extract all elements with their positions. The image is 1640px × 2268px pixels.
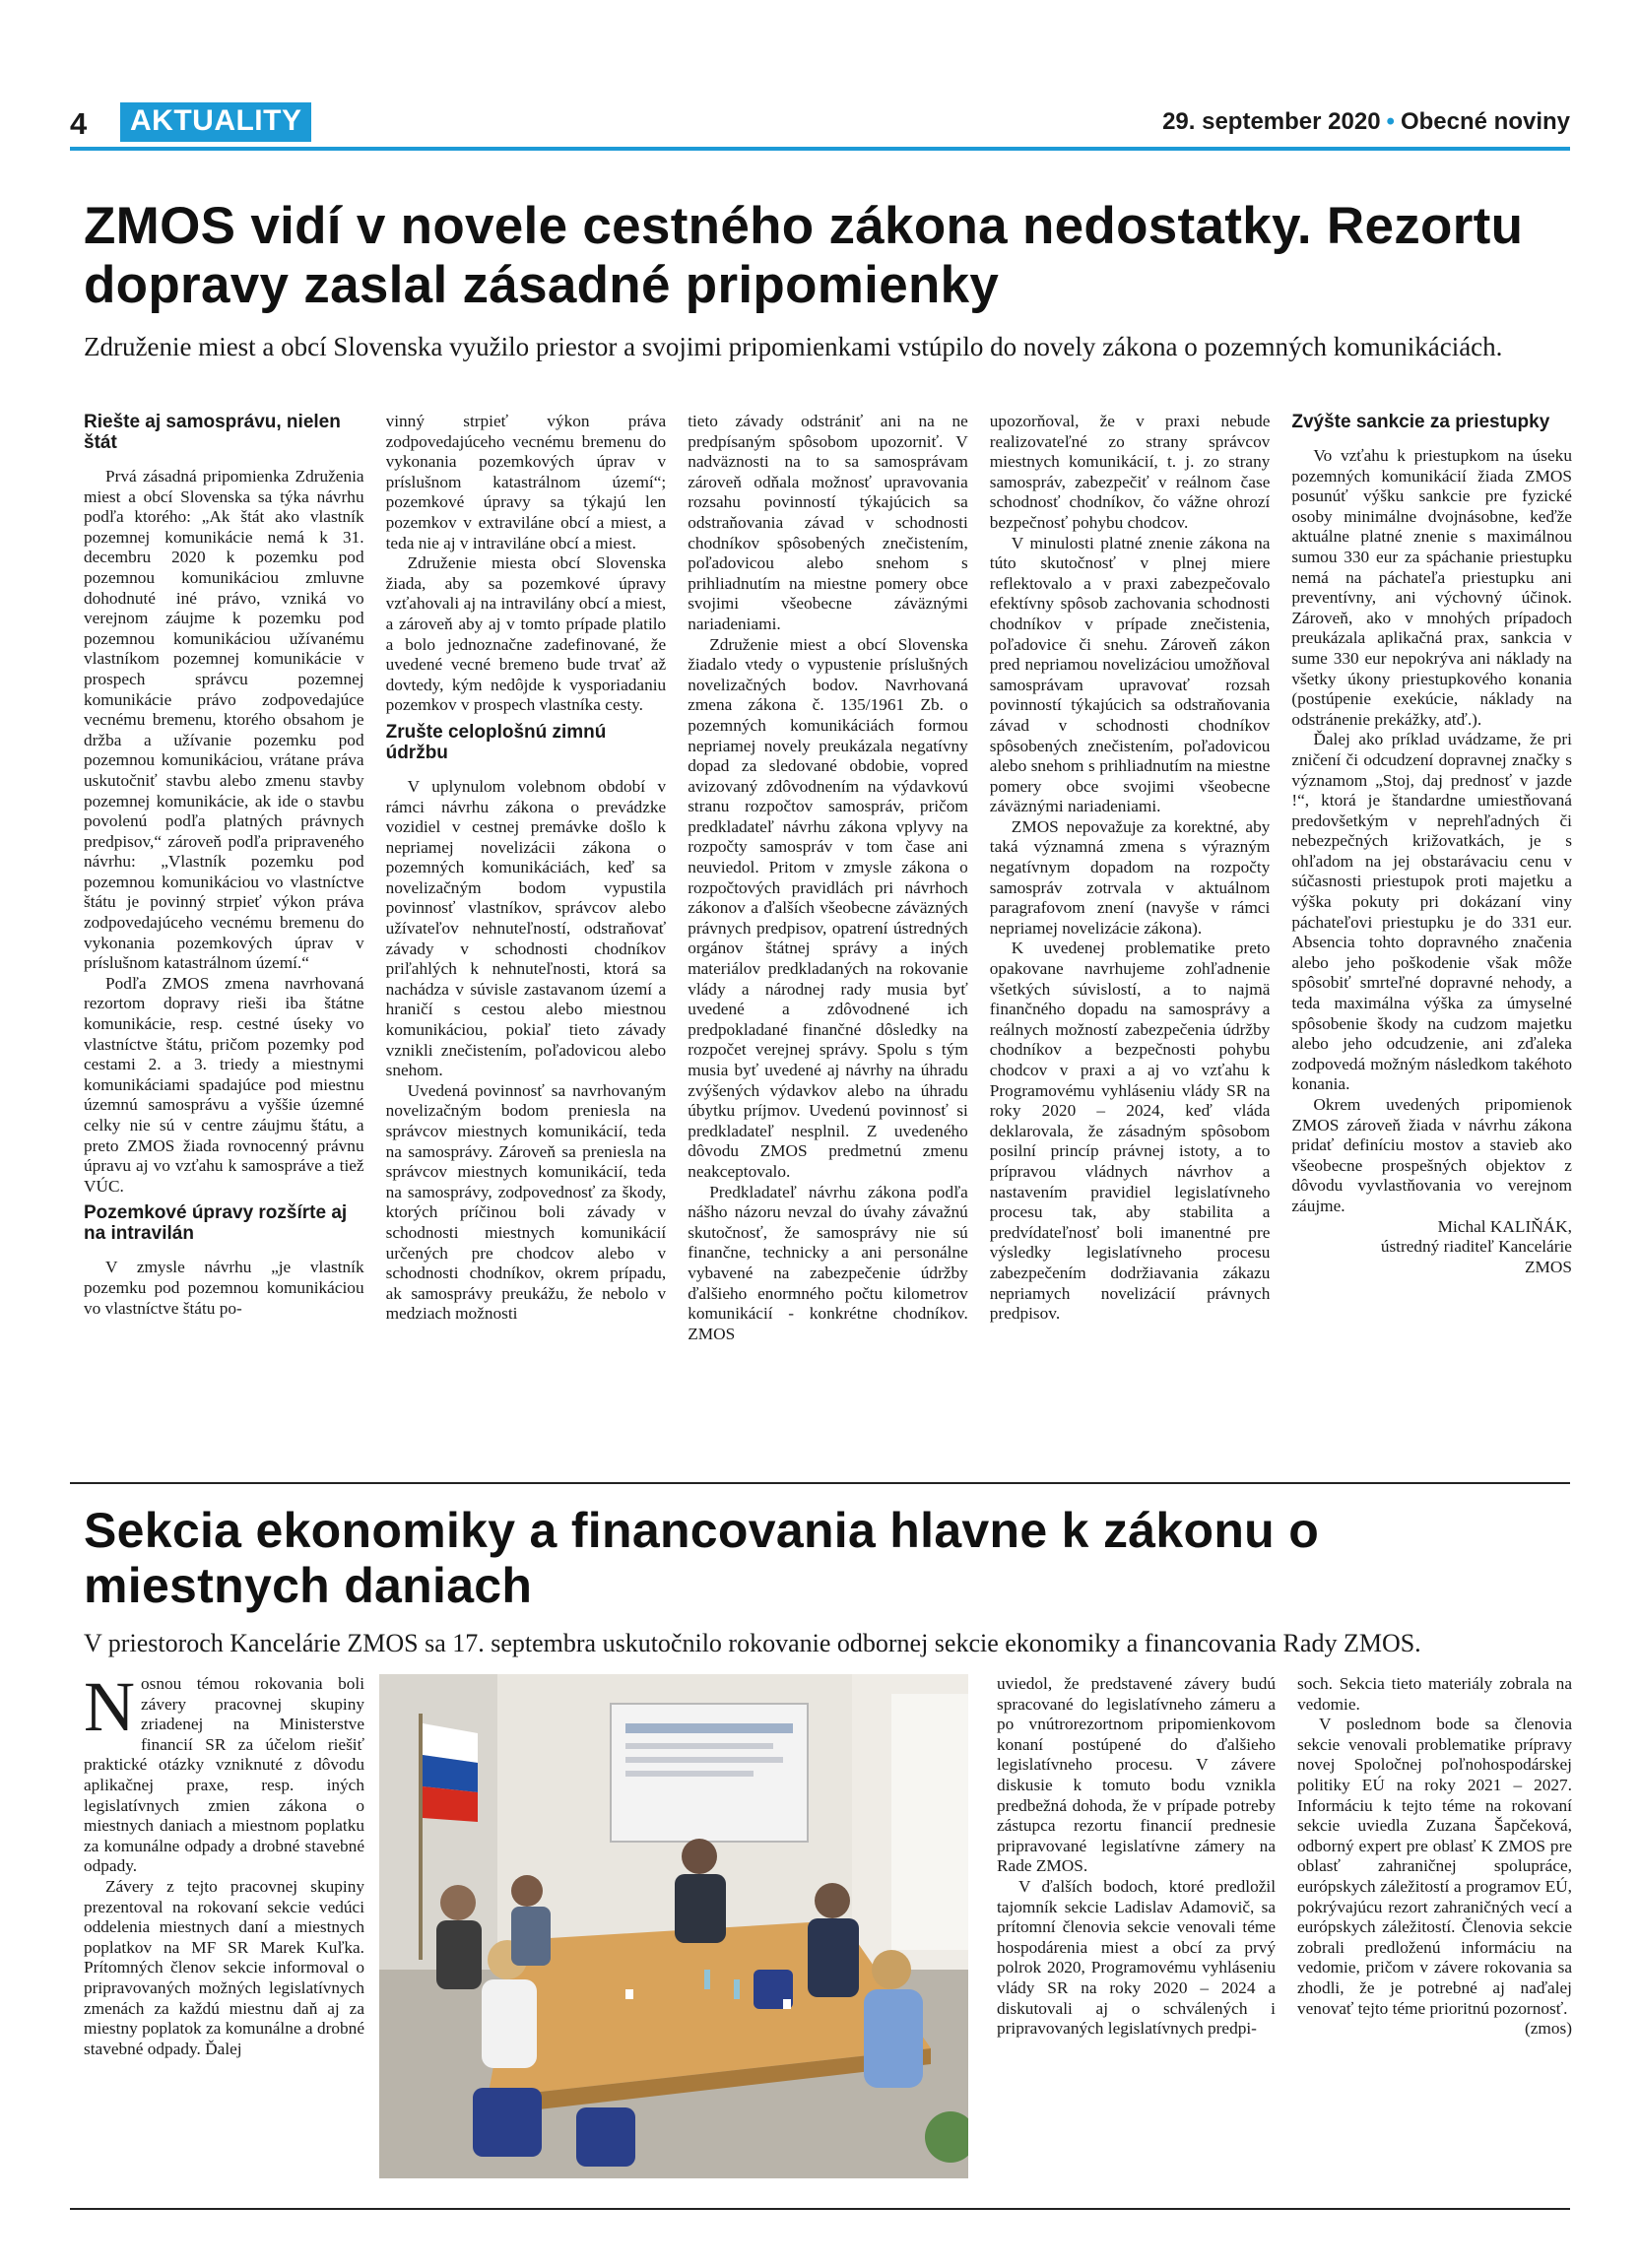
author-role: ústredný riaditeľ Kancelárie bbox=[1380, 1237, 1572, 1257]
paragraph: vinný strpieť výkon práva zodpovedajúceho vecnému bremenu do vykonania pozemkových úprav v príslušnom katastrálnom území“; pozemkové úpravy sa týkajú len pozemkov v extraviláne obcí a miest, a teda nie aj v intraviláne obcí a miest. bbox=[385, 412, 667, 552]
paragraph bbox=[84, 1674, 364, 1877]
paragraph: Združenie miesta obcí Slovenska žiada, aby sa pozemkové úpravy vzťahovali aj na intravilány obcí a miest, a zároveň aby aj v tomto prípade platilo a bolo jednoznačne zadefinované, že uvedené vecné bremeno bude trvať až dovtedy, kým nedôjde k vysporiadaniu pozemkov v prospech vlastníka cesty. bbox=[385, 553, 667, 715]
paragraph: Uvedená povinnosť sa navrhovaným novelizačným bodom preniesla na správcov miestnych komunikácií, teda na samosprávy. Zároveň sa preniesla na správcov miestnych komunikácií, teda na samosprávy, zodpovednosť za škody, ktorých príčinou boli závady v schodnosti miestnych komunikácií určených pre chodcov alebo v schodnosti chodníkov, okrem prípadu, ak samosprávy preukážu, že nebolo v medziach možnosti bbox=[385, 1080, 667, 1324]
issue-info bbox=[1162, 108, 1570, 136]
paragraph: Podľa ZMOS zmena navrhovaná rezortom dopravy rieši iba štátne komunikácie, resp. cestné úseky vo vlastníctve štátu, pričom pozemky pod cestami 2. a 3. triedy a miestnymi komunikáciami spadajúce pod miestnu územnú samosprávu a vyššie územné celky nie sú v centre záujmu štátu, a preto ZMOS žiada rovnocenný právnu úpravu aj vo vzťahu k samospráve a tiež VÚC. bbox=[84, 973, 364, 1196]
page-number: 4 bbox=[70, 106, 88, 141]
article2-column-5 bbox=[1297, 1674, 1572, 2200]
paragraph: Závery z tejto pracovnej skupiny prezentoval na rokovaní sekcie vedúci oddelenia miestnych daní a miestnych poplatkov na MF SR Marek Kuľka. Prítomných členov sekcie informoval o pripravovaných možných legislatívnych zmenách za každú miestnu daň aj za miestny poplatok za komunálne a drobné stavebné odpady. Ďalej bbox=[84, 1876, 364, 2058]
author-name: Michal KALIŇÁK, bbox=[1437, 1216, 1572, 1236]
author-org: ZMOS bbox=[1524, 1257, 1572, 1276]
article-divider bbox=[70, 1482, 1570, 1484]
subheading: Pozemkové úpravy rozšírte aj na intravilán bbox=[84, 1202, 348, 1245]
article2-column-1 bbox=[84, 1674, 364, 2200]
paragraph: soch. Sekcia tieto materiály zobrala na vedomie. bbox=[1297, 1674, 1572, 1714]
publication-name: Obecné noviny bbox=[1400, 108, 1570, 135]
paragraph: uviedol, že predstavené závery budú spracované do legislatívneho zámeru a po vnútrorezortnom pripomienkovom konaní postúpené do ďalšieho legislatívneho procesu. V závere diskusie k tomuto bodu vznikla predbežná dohoda, že v prípade potreby zástupca rezortu financií prednesie pripravované legislatívne zámery na Rade ZMOS. bbox=[997, 1674, 1276, 1876]
paragraph: upozorňoval, že v praxi nebude realizovateľné zo strany správcov miestnych komunikácií, t. j. zo strany samospráv, zabezpečiť v reálnom čase schodnosť chodníkov, čo vážne ohrozí bezpečnosť pohybu chodcov. bbox=[989, 412, 1271, 532]
article1-headline: ZMOS vidí v novele cestného zákona nedostatky. Rezortu dopravy zaslal zásadné pripomienky bbox=[84, 197, 1524, 314]
meeting-photo bbox=[379, 1674, 968, 2178]
article1-lead: Združenie miest a obcí Slovenska využilo priestor a svojimi pripomienkami vstúpilo do novely zákona o pozemných komunikáciách. bbox=[84, 332, 1503, 361]
paragraph: Okrem uvedených pripomienok ZMOS zároveň žiada v návrhu zákona pridať definíciu mostov a stavieb ako všeobecne prospešných objektov z dôvodu vyvlastňovania vo verejnom záujme. bbox=[1291, 1095, 1572, 1215]
article-source: (zmos) bbox=[1525, 2019, 1572, 2039]
article1-column-2 bbox=[386, 412, 667, 1456]
paragraph-text: osnou témou rokovania boli závery pracovnej skupiny zriadenej na Ministerstve financií SR za účelom riešiť praktické otázky vzniknuté z dôvodu aplikačnej praxe, resp. iných legislatívnych zmien zákona o miestnych daniach a miestnom poplatku za komunálne odpady a drobné stavebné odpady. bbox=[84, 1674, 364, 1876]
separator-dot: • bbox=[1386, 108, 1395, 135]
issue-date: 29. september 2020 bbox=[1162, 108, 1381, 135]
article1-column-5 bbox=[1291, 412, 1572, 1456]
section-label: AKTUALITY bbox=[120, 102, 311, 142]
article1-column-1 bbox=[84, 412, 364, 1456]
article2-headline: Sekcia ekonomiky a financovania hlavne k zákonu o miestnych daniach bbox=[84, 1503, 1320, 1613]
drop-cap: N bbox=[84, 1674, 135, 1746]
article1-column-3 bbox=[688, 412, 968, 1456]
header-rule bbox=[70, 147, 1570, 151]
article1-column-4 bbox=[990, 412, 1271, 1456]
paragraph: ZMOS nepovažuje za korektné, aby taká významná zmena s výrazným negatívnym dopadom na rozpočty samospráv zotrvala v aktuálnom paragrafovom znení (navyše v rámci nepriamej novelizácie zákona). bbox=[989, 816, 1271, 938]
article2-lead: V priestoroch Kancelárie ZMOS sa 17. septembra uskutočnilo rokovanie odbornej sekcie ekonomiky a financovania Rady ZMOS. bbox=[84, 1629, 1421, 1657]
paragraph: Združenie miest a obcí Slovenska žiadalo vtedy o vypustenie príslušných novelizačných bodov. Navrhovaná zmena zákona č. 135/1961 Zb. o pozemných komunikáciách formou nepriamej novely preukázala negatívny dopad za sledované obdobie, vopred avizovaný zdôvodnením na výdavkovú stranu rozpočtov samospráv, pričom predkladateľ návrhu zákona vplyvy na rozpočty samospráv v tom čase ani neuviedol. Pritom v zmysle zákona o rozpočtových pravidlách pri návrhoch zákonov a ďalších všeobecne záväzných právnych predpisov, opatrení ústredných orgánov štátnej správy a iných materiálov predkladaných na rokovanie vlády a národnej rady musia byť uvedené a zdôvodnené ich predpokladané finančné dôsledky na rozpočet verejnej správy. Spolu s tým musia byť uvedené aj návrhy na úhradu zvýšených výdavkov alebo na úhradu úbytku príjmov. Uvedenú povinnosť si predkladateľ nesplnil. Z uvedeného dôvodu ZMOS predmetnú zmenu neakceptovalo. bbox=[688, 634, 968, 1181]
paragraph: V minulosti platné znenie zákona na túto skutočnosť v plnej miere reflektovalo a v praxi zabezpečovalo efektívny spôsob zachovania schodnosti chodníkov v prípade znečistenia, poľadovice či snehu. Zároveň zákon pred nepriamou novelizáciou umožňoval samosprávam upravovať rozsah povinností týkajúcich sa odstraňovania závad v schodnosti chodníkov spôsobených znečistením, poľadovicou alebo snehom s prihliadnutím na miestne pomery obce svojimi všeobecne záväznými nariadeniami. bbox=[989, 533, 1271, 816]
paragraph: Predkladateľ návrhu zákona podľa nášho názoru nevzal do úvahy závažnú skutočnosť, že samosprávy nie sú finančne, technicky a ani personálne vybavené na zabezpečenie údržby ďalšieho enormného počtu kilometrov komunikácií - konkrétne chodníkov. ZMOS bbox=[688, 1182, 968, 1343]
paragraph: Vo vzťahu k priestupkom na úseku pozemných komunikácií žiada ZMOS posunúť výšku sankcie pre fyzické osoby minimálne dvojnásobne, keďže aktuálne platné znenie s maximálnou sumou 330 eur za spáchanie priestupku nemá na páchateľa priestupku ani preventívny, ani výchovný účinok. Zároveň, ako v mnohých prípadoch preukázala aplikačná prax, sankcia v sume 330 eur nepokrýva ani náklady na všetky úkony priestupkového konania (postúpenie exekúcie, náklady na odstránenie prekážky, atď.). bbox=[1291, 446, 1572, 729]
paragraph: tieto závady odstrániť ani na ne predpísaným spôsobom upozorniť. V nadväznosti na to sa samosprávam zároveň odňala možnosť upravovania rozsahu povinností týkajúcich sa odstraňovania závad v schodnosti chodníkov spôsobených znečistením, poľadovicou alebo snehom s prihliadnutím na miestne pomery obce svojimi všeobecne záväznými nariadeniami. bbox=[688, 412, 968, 633]
paragraph: V zmysle návrhu „je vlastník pozemku pod pozemnou komunikáciou vo vlastníctve štátu po- bbox=[84, 1258, 364, 1318]
subheading: Riešte aj samosprávu, nielen štát bbox=[84, 412, 341, 453]
footer-rule bbox=[70, 2208, 1570, 2210]
paragraph: K uvedenej problematike preto opakovane navrhujeme zohľadnenie všetkých súvislostí, a to najmä finančného dopadu na samosprávy a reálnych možností zabezpečenia údržby chodníkov a bezpečnosti pohybu chodcov v praxi a aj vo vzťahu k Programovému vyhláseniu vlády SR na roky 2020 – 2024, keď vláda deklarovala, že zásadným spôsobom posilní princíp právnej istoty, a to prípravou vládnych návrhov a nastavením pravidiel legislatívneho procesu tak, aby stabilita a predvídateľnosť boli imanentné pre výsledky legislatívneho procesu zabezpečením dodržiavania zákazu nepriamych novelizácií právnych predpisov. bbox=[989, 939, 1271, 1324]
paragraph: V ďalších bodoch, ktoré predložil tajomník sekcie Ladislav Adamovič, sa prítomní členovia sekcie venovali téme hospodárenia miest a obcí za prvý polrok 2020, Programovému vyhláseniu vlády SR na roky 2020 – 2024 a diskutovali aj o schválených i pripravovaných legislatívnych predpi- bbox=[997, 1876, 1276, 2039]
subheading: Zvýšte sankcie za priestupky bbox=[1291, 412, 1550, 432]
paragraph: V uplynulom volebnom období v rámci návrhu zákona o prevádzke vozidiel v cestnej premávke došlo k nepriamej novelizácii zákona o pozemných komunikáciách, keď sa novelizačným bodom vypustila povinnosť vlastníkov, správcov alebo užívateľov nehnuteľností, odstraňovať závady v schodnosti chodníkov priľahlých k nehnuteľnosti, ktorá sa nachádza v súvisle zastavanom území a hraničí s cestou alebo miestnou komunikáciou, pokiaľ tieto závady vznikli znečistením, poľadovicou alebo snehom. bbox=[385, 776, 667, 1080]
article2-column-4 bbox=[997, 1674, 1276, 2200]
paragraph: Ďalej ako príklad uvádzame, že pri zničení či odcudzení dopravnej značky s významom „Stoj, daj prednosť v jazde !“, ktorá je štandardne umiestňovaná predovšetkým v neprehľadných či nebezpečných križovatkách, je s ohľadom na jej obstarávaciu cenu v súčasnosti priestupok proti majetku a výška pokuty pri dokázaní viny páchateľovi priestupku je do 331 eur. Absencia tohto dopravného značenia alebo jeho poškodenie však môže spôsobiť smrteľné dopravné nehody, a teda maximálna výška za úmyselné spôsobenie škody na cudzom majetku alebo jeho odcudzenie, ani zďaleka zodpovedá možným následkom takéhoto konania. bbox=[1291, 730, 1572, 1094]
article1-body bbox=[84, 412, 1572, 1456]
paragraph: V poslednom bode sa členovia sekcie venovali problematike prípravy novej Spoločnej poľnohospodárskej politiky EÚ na roky 2021 – 2027. Informáciu k tejto téme na rokovaní sekcie uviedla Zuzana Šapčeková, odborný expert pre oblasť K ZMOS pre oblasť zahraničnej spolupráce, európskych záležitostí a programov EÚ, pokrývajúcu rezort zahraničných vecí a európskych záležitostí. Členovia sekcie zobrali predloženú informáciu na vedomie, pričom v závere rokovania sa zhodli, že je potrebné aj naďalej venovať tejto téme prioritnú pozornosť. bbox=[1297, 1715, 1572, 2018]
subheading: Zrušte celoplošnú zimnú údržbu bbox=[385, 721, 607, 763]
paragraph: Prvá zásadná pripomienka Združenia miest a obcí Slovenska sa týka návrhu podľa ktorého: „Ak štát ako vlastník pozemnej komunikácie nemá k 31. decembru 2020 k pozemku pod pozemnou komunikáciou zmluvne dohodnuté iné právo, vzniká vo verejnom záujme k pozemku pod pozemnou komunikáciou užívanému vlastníkom pozemnej komunikácie v prospech správcu pozemnej komunikácie právo zodpovedajúce vecnému bremenu, ktorého obsahom je držba a užívanie pozemku pod pozemnou komunikáciou, vrátane práva uskutočniť stavbu alebo zmenu stavby pozemnej komunikácie, ak ide o stavbu povolenú podľa platných právnych predpisov,“ zároveň podľa pripraveného návrhu: „Vlastník pozemku pod pozemnou komunikáciou vo vlastníctve štátu je povinný strpieť výkon práva zodpovedajúceho vecnému bremenu do vykonania pozemkových úprav v príslušnom katastrálnom území.“ bbox=[84, 467, 364, 973]
page-header bbox=[70, 102, 1570, 144]
